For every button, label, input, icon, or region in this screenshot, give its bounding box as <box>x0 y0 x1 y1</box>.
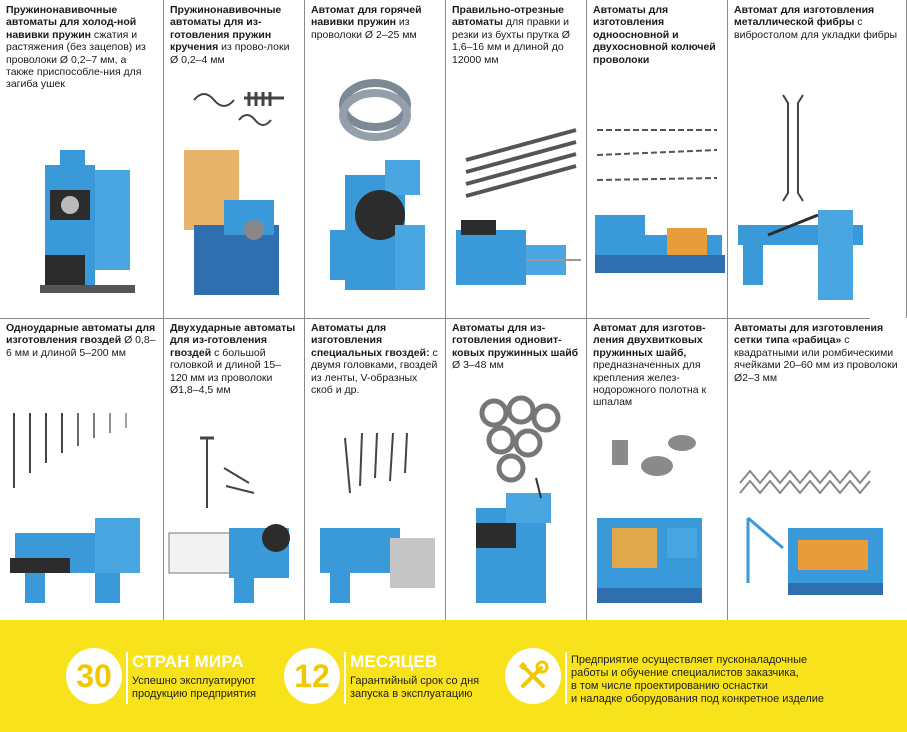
divider <box>565 652 567 704</box>
double-stroke-nail-machine-image <box>164 318 305 620</box>
product-caption: Двухударные автоматы для из-готовления гвоздей с большой головкой и длиной 15–120 мм из проволоки Ø1,8–4,5 мм <box>170 322 296 397</box>
product-caption: Правильно-отрезные автоматы для правки и резки из бухты прутка Ø 1,6–16 мм и длиной до 12000 мм <box>452 4 570 66</box>
product-card <box>0 318 164 620</box>
warranty-title: МЕСЯЦЕВ <box>350 652 438 671</box>
product-caption: Пружинонавивочные автоматы для холод-ной навивки пружин сжатия и растяжения (без зацепов) из проволоки Ø 0,2–7 мм, а также приспособле-ния для загиба ушек <box>6 4 146 91</box>
product-caption: Автомат для изготов-ления двухвитковых пружинных шайб, предназначенных для крепления желез-нодорожного полотна к шпалам <box>593 322 707 409</box>
service-text-line: работы и обучение специалистов заказчика, <box>571 667 799 679</box>
product-caption: Автоматы для из-готовления одновит-ковых пружинных шайб Ø 3–48 мм <box>452 322 579 372</box>
product-caption: Автомат для изготовления металлической фибры с вибростолом для укладки фибры <box>734 4 898 41</box>
product-caption: Одноударные автоматы для изготовления гвоздей Ø 0,8–6 мм и длиной 5–200 мм <box>6 322 156 359</box>
single-stroke-nail-machine-image <box>0 318 164 620</box>
countries-title: СТРАН МИРА <box>132 652 244 671</box>
product-caption: Автомат для горячей навивки пружин из проволоки Ø 2–25 мм <box>311 4 422 41</box>
product-card <box>164 0 305 318</box>
product-card <box>305 0 446 318</box>
product-caption: Автоматы для изготовления одноосновной и двухосновной колючей проволоки <box>593 4 716 66</box>
product-card <box>305 318 446 620</box>
product-caption: Автоматы для изготовления сетки типа «рабица» с квадратными или ромбическими ячейками 20–60 мм из проволоки Ø2–3 мм <box>734 322 898 384</box>
warranty-number-badge <box>284 648 340 704</box>
product-card <box>446 0 587 318</box>
countries-text-line: Успешно эксплуатируют <box>132 675 256 687</box>
divider <box>126 652 128 704</box>
chain-link-mesh-machine-image <box>728 318 907 620</box>
countries-text-line: продукцию предприятия <box>132 688 257 700</box>
wrench-screwdriver-icon <box>505 648 561 704</box>
warranty-number: 12 <box>294 657 330 694</box>
service-text-line: в том числе проектированию оснастки <box>571 680 768 692</box>
product-card <box>728 318 907 620</box>
hot-coiling-machine-image <box>305 0 446 318</box>
barbed-wire-machine-image <box>587 0 728 318</box>
product-card <box>164 318 305 620</box>
product-caption: Автоматы для изготовления специальных гвоздей: с двумя головками, гвоздей из ленты, V-образных скоб и др. <box>311 322 438 397</box>
service-text-line: и наладке оборудования под конкретное изделие <box>571 693 825 705</box>
double-coil-washer-machine-image <box>587 318 728 620</box>
footer-banner <box>0 620 907 732</box>
product-caption: Пружинонавивочные автоматы для из-готовления пружин кручения из прово-локи Ø 0,2–4 мм <box>170 4 290 66</box>
warranty-text-line: запуска в эксплуатацию <box>350 688 473 700</box>
special-nail-machine-image <box>305 318 446 620</box>
product-card <box>587 0 728 318</box>
steel-fiber-machine-image <box>728 0 907 318</box>
torsion-spring-machine-image <box>164 0 305 318</box>
warranty-text-line: Гарантийный срок со дня <box>350 675 480 687</box>
single-coil-washer-machine-image <box>446 318 587 620</box>
product-card <box>728 0 907 318</box>
product-card <box>446 318 587 620</box>
countries-number-badge <box>66 648 122 704</box>
spring-coiling-machine-image <box>0 0 164 318</box>
product-card <box>587 318 728 620</box>
countries-number: 30 <box>76 657 112 694</box>
product-card <box>0 0 164 318</box>
straightening-cutting-machine-image <box>446 0 587 318</box>
service-text-line: Предприятие осуществляет пусконаладочные <box>571 654 808 666</box>
divider <box>344 652 346 704</box>
